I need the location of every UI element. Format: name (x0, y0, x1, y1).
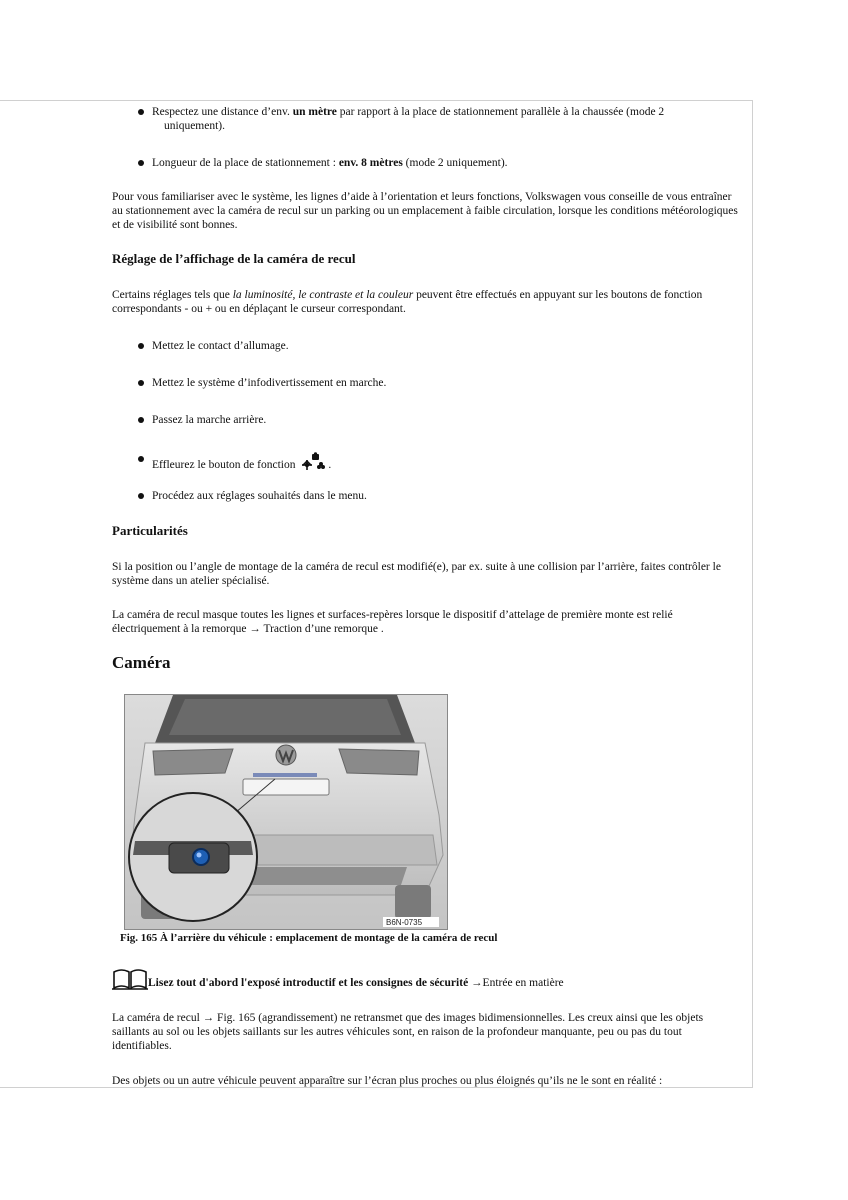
list-item (138, 105, 728, 133)
intro-paragraph: Pour vous familiariser avec le système, les lignes d’aide à l’orientation et leurs fonctions, Volkswagen vous conseille de vous entraîner au stationnement avec la caméra de recul sur un parking ou un emplacement à faible circulation, lorsque les conditions météorologiques et de visibilité sont bonnes. (112, 191, 738, 231)
step-text: Procédez aux réglages souhaités dans le menu. (152, 490, 367, 502)
rear-vehicle-figure (124, 694, 448, 930)
book-icon (112, 968, 148, 990)
display-paragraph-text: peuvent être effectués en appuyant sur les boutons de fonction correspondants - ou + ou en déplaçant le curseur correspondant. (112, 289, 703, 315)
bullet-text: (mode 2 uniquement). (402, 157, 508, 169)
bullet-text: Respectez une distance d’env. (152, 106, 293, 118)
section-heading-particularites: Particularités (112, 523, 188, 538)
list-item: Effleurez le bouton de fonction . (138, 452, 728, 472)
bullet-dot (138, 417, 144, 423)
bullet-dot (138, 160, 144, 166)
particularites-paragraph-1: Si la position ou l’angle de montage de la caméra de recul est modifié(e), par ex. suite à une collision par l’arrière, faites contrôler le système dans un atelier spécialisé. (112, 561, 721, 587)
bullet-dot (138, 493, 144, 499)
bullet-bold: un mètre (292, 106, 337, 118)
bullet-text: Longueur de la place de stationnement : (152, 157, 339, 169)
paragraph-text: La caméra de recul masque toutes les lignes et surfaces-repères lorsque le dispositif d’attelage de première monte est relié électriquement à la remorque (112, 609, 673, 635)
section-heading-camera: Caméra (112, 653, 171, 672)
bullet-dot (138, 456, 144, 462)
towing-link[interactable]: → Traction d’une remorque (249, 623, 379, 635)
display-paragraph-emphasis: la luminosité, le contraste et la couleur (232, 289, 414, 301)
safety-notice-text: Lisez tout d'abord l'exposé introductif et les consignes de sécurité (148, 977, 469, 989)
safety-notice (112, 968, 740, 990)
figure-code: B6N-0735 (386, 918, 423, 927)
bullet-dot (138, 380, 144, 386)
paragraph-text: (agrandissement) ne retransmet que des images bidimensionnelles. Les creux ainsi que les objets saillants au sol ou les objets saillants sur les autres véhicules sont, en raison de la profondeur manquante, peu ou pas du tout identifiables. (112, 1012, 704, 1052)
bullet-bold: env. 8 mètres (338, 157, 403, 169)
list-item (138, 156, 728, 170)
list-item (138, 413, 728, 427)
step-text: Mettez le système d’infodivertissement en marche. (152, 377, 387, 389)
bullet-dot (138, 109, 144, 115)
display-paragraph-text: Certains réglages tels que (112, 289, 233, 301)
paragraph-text: La caméra de recul (112, 1012, 203, 1024)
bullet-text-line2: uniquement). (164, 120, 225, 132)
step-text: Effleurez le bouton de fonction (152, 459, 296, 471)
bullet-text: par rapport à la place de stationnement parallèle à la chaussée (mode 2 (336, 106, 665, 118)
list-item (138, 339, 728, 353)
display-paragraph (112, 288, 740, 316)
step-text: Mettez le contact d’allumage. (152, 340, 289, 352)
section-heading-display: Réglage de l’affichage de la caméra de recul (112, 251, 356, 266)
list-item (138, 376, 728, 390)
introduction-link[interactable]: →Entrée en matière (471, 977, 564, 989)
bullet-dot (138, 343, 144, 349)
step-text: Passez la marche arrière. (152, 414, 267, 426)
camera-settings-icon (302, 452, 328, 472)
paragraph-text: . (378, 623, 384, 635)
figure-link[interactable]: → Fig. 165 (202, 1012, 256, 1024)
rear-vehicle-illustration (125, 695, 447, 929)
figure-caption: Fig. 165 À l’arrière du véhicule : emplacement de montage de la caméra de recul (120, 932, 498, 944)
camera-paragraph-1 (112, 1011, 740, 1053)
camera-paragraph-2: Des objets ou un autre véhicule peuvent apparaître sur l’écran plus proches ou plus éloignés qu’ils ne le sont en réalité : (112, 1075, 663, 1087)
particularites-paragraph-2 (112, 608, 740, 636)
list-item (138, 489, 728, 503)
